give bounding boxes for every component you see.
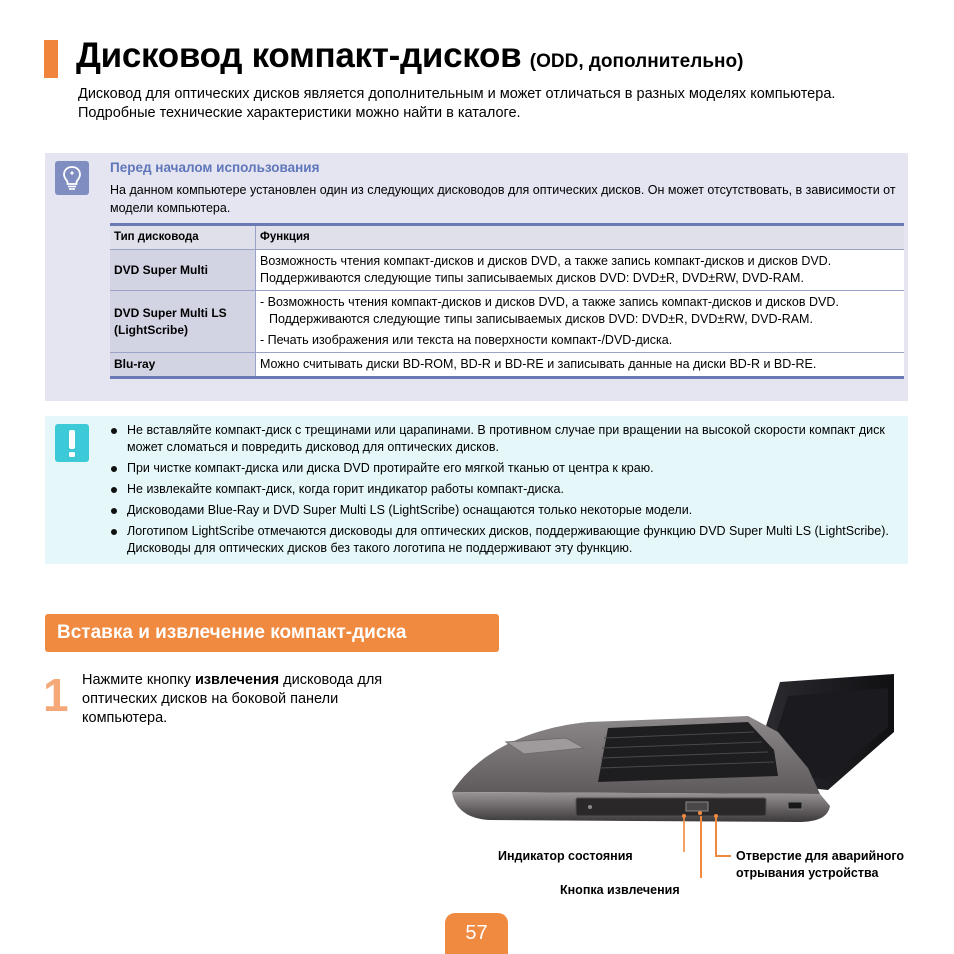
drive-name: DVD Super Multi LS (LightScribe) [110,291,256,353]
exclamation-icon [55,424,89,462]
callout-line-hole-h [715,855,731,857]
function-line: - Печать изображения или текста на поверхности компакт-/DVD-диска. [260,333,673,347]
laptop-keyboard [598,722,778,782]
title-main: Дисковод компакт-дисков [76,36,522,75]
table-header-row [110,225,904,250]
info-title: Перед началом использования [110,160,320,175]
drive-function [256,291,905,353]
table-header-function: Функция [256,225,905,250]
drive-name: Blu-ray [110,353,256,378]
list-item: При чистке компакт-диска или диска DVD протирайте его мягкой тканью от центра к краю. [107,460,897,477]
label-eject-button: Кнопка извлечения [560,883,680,897]
label-status-indicator: Индикатор состояния [498,849,633,863]
callout-line-eject [700,816,702,878]
table-header-drive-type: Тип дисковода [110,225,256,250]
function-line: - Возможность чтения компакт-дисков и дисков DVD, а также запись компакт-дисков и дисков DVD. Поддерживаются следующие типы записываемых дисков DVD: DVD±R, DVD±RW, DVD-RAM. [260,295,839,326]
step-text-end: дисковода для оптических дисков на боковой панели компьютера. [82,672,383,726]
label-emergency-hole: Отверстие для аварийного отрывания устройства [736,849,905,880]
drive-name: DVD Super Multi [110,250,256,291]
callout-line-hole [715,816,717,856]
optical-drive [576,798,766,816]
table-row [110,291,904,353]
drive-types-table [110,223,904,379]
list-item: Не вставляйте компакт-диск с трещинами или царапинами. В противном случае при вращении на высокой скорости компакт диск может сломаться и повредить дисковод для оптических дисков. [107,422,897,456]
title-accent-bar [44,40,58,78]
eject-button-shape [686,802,708,811]
list-item: Логотипом LightScribe отмечаются дисководы для оптических дисков, поддерживающие функцию DVD Super Multi LS (LightScribe). Дисководы для оптических дисков без такого логотипа не поддерживают эту функцию. [107,523,897,557]
lightbulb-icon [55,161,89,195]
list-item: Не извлекайте компакт-диск, когда горит индикатор работы компакт-диска. [107,481,897,498]
step-text-start: Нажмите кнопку [82,672,195,688]
table-row [110,250,904,291]
list-item: Дисководами Blue-Ray и DVD Super Multi LS (LightScribe) оснащаются только некоторые модели. [107,502,897,519]
intro-paragraph: Дисковод для оптических дисков является дополнительным и может отличаться в разных моделях компьютера. Подробные технические характеристики можно найти в каталоге. [78,86,836,121]
status-indicator-dot [588,805,592,809]
page-number: 57 [465,922,488,944]
info-text: На данном компьютере установлен один из следующих дисководов для оптических дисков. Он может отсутствовать, в зависимости от модели компьютера. [110,183,896,215]
drive-function [256,353,905,378]
table-row [110,353,904,378]
function-line: Возможность чтения компакт-дисков и дисков DVD, а также запись компакт-дисков и дисков DVD. Поддерживаются следующие типы записываемых дисков DVD: DVD±R, DVD±RW, DVD-RAM. [260,254,832,285]
step-text-bold: извлечения [194,672,280,688]
usb-port [788,802,802,809]
function-line: Можно считывать диски BD-ROM, BD-R и BD-RE и записывать данные на диски BD-R и BD-RE. [260,357,817,371]
drive-function [256,250,905,291]
caution-list [107,422,897,561]
step-number: 1 [43,669,69,721]
step-text [82,671,412,728]
laptop-illustration [448,672,894,852]
page-title [76,36,743,76]
title-subtitle: (ODD, дополнительно) [529,51,744,72]
section-title: Вставка и извлечение компакт-диска [57,622,407,643]
